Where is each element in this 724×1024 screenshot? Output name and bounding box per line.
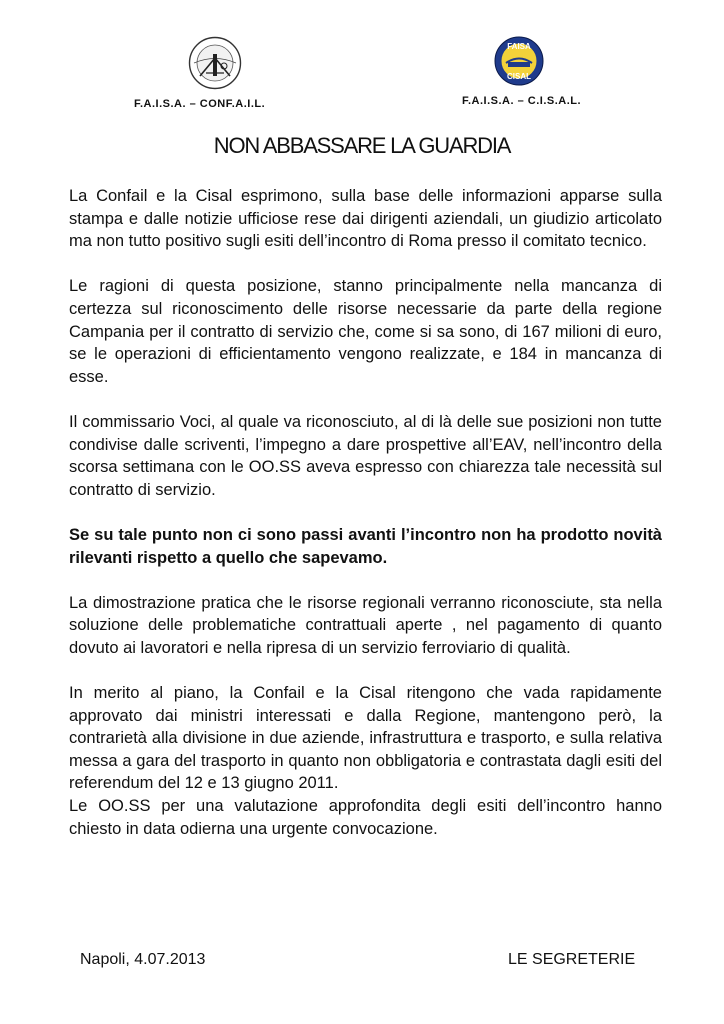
right-org-name: F.A.I.S.A. – C.I.S.A.L.: [462, 95, 582, 107]
paragraph: Le ragioni di questa posizione, stanno principalmente nella mancanza di certezza sul riconoscimento delle risorse necessarie da parte della regione Campania per il contratto di servizio che, come si sa sono, di 167 milioni di euro, se le operazioni di efficientamento vengono realizzate, e 184 in mancanza di esse.: [69, 277, 662, 386]
left-org-name: F.A.I.S.A. – CONF.A.I.L.: [134, 98, 266, 110]
faisa-cisal-logo: [494, 36, 544, 86]
faisa-logo-text: FAISA: [507, 42, 531, 51]
paragraph: Il commissario Voci, al quale va riconosciuto, al di là delle sue posizioni non tutte condivise dalle scriventi, l’impegno a dare prospettive all’EAV, nell’incontro della scorsa settimana con le OO.SS aveva espresso con chiarezza tale necessità sul contratto di servizio.: [69, 412, 662, 499]
document-title: NON ABBASSARE LA GUARDIA: [213, 133, 511, 158]
paragraph: La dimostrazione pratica che le risorse regionali verranno riconosciute, sta nella soluzione delle problematiche contrattuali aperte , nel pagamento di quanto dovuto ai lavoratori e nella ripresa di un servizio ferroviario di qualità.: [69, 593, 662, 657]
paragraph-bold: Se su tale punto non ci sono passi avanti l’incontro non ha prodotto novità rilevanti rispetto a quello che sapevamo.: [69, 525, 662, 567]
document-body: [69, 185, 662, 840]
paragraph: In merito al piano, la Confail e la Cisal ritengono che vada rapidamente approvato dai ministri interessati e dalla Regione, mantengono però, la contrarietà alla divisione in due aziende, infrastruttura e trasporto, e sulla relativa messa a gara del trasporto in quanto non obbligatoria e contrastata dagli esiti del referendum del 12 e 13 giugno 2011.: [69, 684, 662, 793]
paragraph: Le OO.SS per una valutazione approfondita degli esiti dell’incontro hanno chiesto in data odierna una urgente convocazione.: [69, 797, 662, 838]
signature: LE SEGRETERIE: [508, 951, 636, 968]
place-date: Napoli, 4.07.2013: [80, 951, 206, 968]
cisal-logo-text: CISAL: [507, 72, 531, 81]
paragraph: La Confail e la Cisal esprimono, sulla base delle informazioni apparse sulla stampa e dalle notizie ufficiose rese dai dirigenti aziendali, un giudizio articolato ma non tutto positivo sugli esiti dell’incontro di Roma presso il comitato tecnico.: [69, 187, 662, 251]
confail-logo: [188, 36, 242, 90]
